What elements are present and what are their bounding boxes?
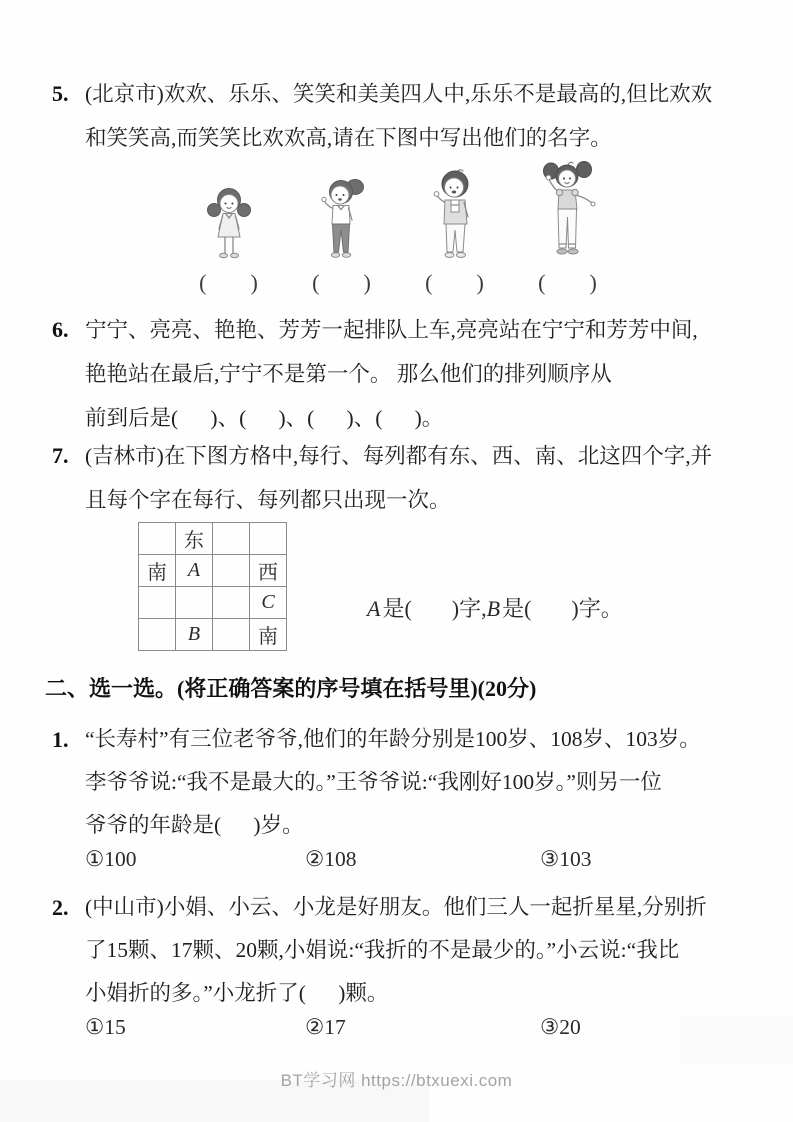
grid-row-1 — [139, 523, 287, 555]
grid-cell-1-1: A — [176, 555, 213, 587]
grid-cell-2-2 — [213, 587, 250, 619]
grid-cell-2-1 — [176, 587, 213, 619]
section-2-question-2 — [52, 886, 752, 1051]
s2-question-1-line-1: “长寿村”有三位老爷爷,他们的年龄分别是100岁、108岁、103岁。 — [85, 727, 701, 751]
s2-question-1-line-2: 李爷爷说:“我不是最大的。”王爷爷说:“我刚好100岁。”则另一位 — [85, 770, 662, 794]
grid-cell-1-3: 西 — [250, 555, 287, 587]
section-2-question-1 — [52, 718, 752, 883]
grid-cell-2-0 — [139, 587, 176, 619]
grid-cell-3-3: 南 — [250, 619, 287, 651]
figure-column-3 — [398, 156, 511, 298]
question-6-line-3: 前到后是( )、( )、( )、( )。 — [85, 406, 444, 430]
second-girl-icon — [317, 176, 367, 262]
grid-cell-3-1: B — [176, 619, 213, 651]
s2-question-1-options — [85, 847, 752, 883]
option-1: ①15 — [85, 1015, 126, 1039]
s2-question-2-number: 2. — [52, 895, 69, 920]
s2-question-1-line-3: 爷爷的年龄是( )岁。 — [85, 813, 304, 837]
question-6 — [52, 308, 752, 440]
option-1: ①100 — [85, 847, 137, 871]
s2-question-1-number: 1. — [52, 727, 69, 752]
question-7-number: 7. — [52, 443, 69, 468]
answer-blank: ( ) — [312, 270, 371, 295]
question-6-text — [85, 308, 752, 440]
section-2-header: 二、选一选。(将正确答案的序号填在括号里)(20分) — [45, 676, 537, 701]
answer-text: )字。 — [571, 596, 623, 621]
s2-question-2-options — [85, 1015, 752, 1051]
grid-cell-0-0 — [139, 523, 176, 555]
grid-row-3 — [139, 587, 287, 619]
figure-column-1 — [172, 156, 285, 298]
figure-column-4 — [511, 156, 624, 298]
answer-text: )字, — [451, 596, 487, 621]
figure-column-2 — [285, 156, 398, 298]
question-5-text — [85, 72, 752, 160]
question-5-line-1: (北京市)欢欢、乐乐、笑笑和美美四人中,乐乐不是最高的,但比欢欢 — [85, 82, 713, 106]
grid-cell-0-2 — [213, 523, 250, 555]
s2-question-2-line-1: (中山市)小娟、小云、小龙是好朋友。他们三人一起折星星,分别折 — [85, 895, 707, 919]
question-5-number: 5. — [52, 81, 69, 106]
grid-cell-1-2 — [213, 555, 250, 587]
label-b: B — [486, 596, 501, 621]
option-2: ②108 — [305, 847, 357, 871]
question-7-line-2: 且每个字在每行、每列都只出现一次。 — [85, 488, 451, 512]
grid-cell-3-0 — [139, 619, 176, 651]
answer-text: 是( — [382, 596, 412, 621]
answer-text: 是( — [502, 596, 532, 621]
shortest-girl-icon — [206, 184, 252, 262]
tallest-girl-icon — [539, 160, 597, 262]
question-7-text — [85, 434, 752, 522]
s2-question-2-line-3: 小娟折的多。”小龙折了( )颗。 — [85, 981, 389, 1005]
grid-row-2 — [139, 555, 287, 587]
answer-blank: ( ) — [538, 270, 597, 295]
grid-cell-0-3 — [250, 523, 287, 555]
question-7-line-1: (吉林市)在下图方格中,每行、每列都有东、西、南、北这四个字,并 — [85, 444, 713, 468]
children-figures-row — [172, 156, 624, 298]
grid-row-4 — [139, 619, 287, 651]
question-6-line-2: 艳艳站在最后,宁宁不是第一个。 那么他们的排列顺序从 — [85, 362, 612, 386]
option-3: ③20 — [540, 1015, 581, 1039]
s2-question-2-line-2: 了15颗、17颗、20颗,小娟说:“我折的不是最少的。”小云说:“我比 — [85, 938, 680, 962]
s2-question-2-text — [85, 886, 752, 1051]
answer-blank: ( ) — [425, 270, 484, 295]
question-6-line-1: 宁宁、亮亮、艳艳、芳芳一起排队上车,亮亮站在宁宁和芳芳中间, — [85, 318, 698, 342]
answer-blank: ( ) — [199, 270, 258, 295]
option-2: ②17 — [305, 1015, 346, 1039]
boy-icon — [429, 167, 481, 262]
question-6-number: 6. — [52, 317, 69, 342]
label-a: A — [367, 596, 381, 621]
s2-question-1-text — [85, 718, 752, 883]
grid-cell-3-2 — [213, 619, 250, 651]
question-7 — [52, 434, 752, 522]
question-5-line-2: 和笑笑高,而笑笑比欢欢高,请在下图中写出他们的名字。 — [85, 126, 612, 150]
site-watermark: BT学习网 https://btxuexi.com — [280, 1071, 513, 1090]
grid-cell-1-0: 南 — [139, 555, 176, 587]
direction-word-grid — [138, 522, 287, 651]
question-7-answer-line — [345, 566, 623, 649]
grid-cell-0-1: 东 — [176, 523, 213, 555]
grid-cell-2-3: C — [250, 587, 287, 619]
question-5 — [52, 72, 752, 160]
option-3: ③103 — [540, 847, 592, 871]
